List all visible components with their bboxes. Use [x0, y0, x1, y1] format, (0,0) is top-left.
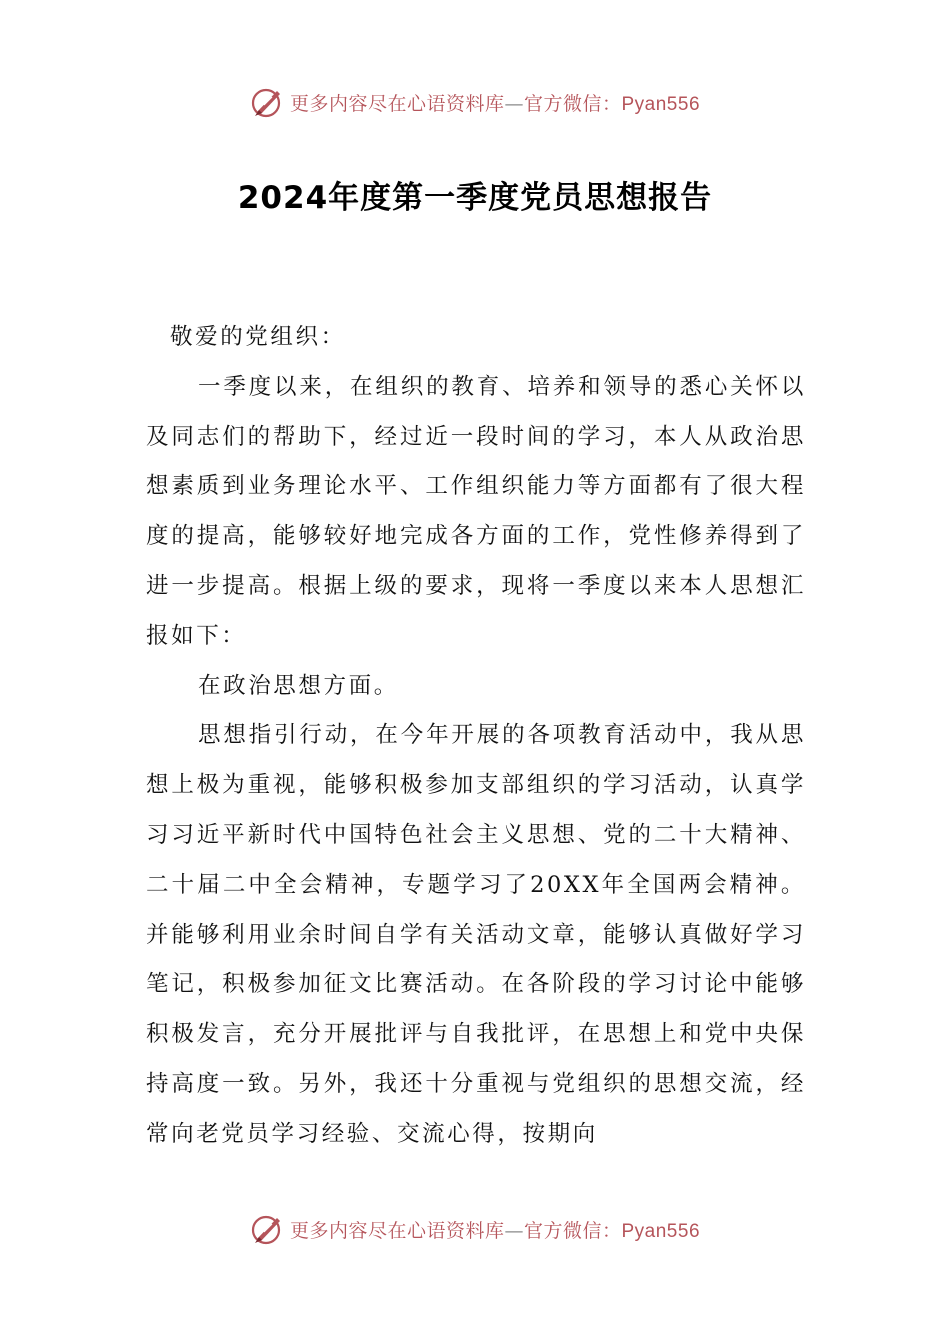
quill-pen-logo-icon — [250, 85, 284, 119]
salutation: 敬爱的党组织： — [170, 324, 346, 350]
paragraph-1: 一季度以来，在组织的教育、培养和领导的悉心关怀以及同志们的帮助下，经过近一段时间的学习，本人从政治思想素质到业务理论水平、工作组织能力等方面都有了很大程度的提高，能够较好地完成各方面的工作，党性修养得到了进一步提高。根据上级的要求，现将一季度以来本人思想汇报如下： — [146, 373, 806, 649]
document-body — [146, 313, 806, 1160]
banner-text — [290, 89, 700, 116]
banner-text-wechat: 官方微信： — [523, 1219, 622, 1242]
banner-text-main: 更多内容尽在心语资料库 — [289, 1219, 505, 1242]
header-banner — [0, 82, 950, 122]
banner-text-main: 更多内容尽在心语资料库 — [289, 92, 505, 115]
banner-wechat-id: Pyan556 — [621, 93, 701, 115]
banner-text-wechat: 官方微信： — [523, 92, 622, 115]
paragraph-2: 在政治思想方面。 — [198, 672, 399, 699]
paragraph-3: 思想指引行动，在今年开展的各项教育活动中，我从思想上极为重视，能够积极参加支部组织的学习活动，认真学习习近平新时代中国特色社会主义思想、党的二十大精神、二十届二中全会精神，专题学习了20XX年全国两会精神。并能够利用业余时间自学有关活动文章，能够认真做好学习笔记，积极参加征文比赛活动。在各阶段的学习讨论中能够积极发言，充分开展批评与自我批评，在思想上和党中央保持高度一致。另外，我还十分重视与党组织的思想交流，经常向老党员学习经验、交流心得，按期向 — [146, 722, 806, 1147]
document-title: 2024年度第一季度党员思想报告 — [237, 180, 713, 216]
footer-banner — [0, 1209, 950, 1249]
banner-text-dash: — — [504, 92, 524, 115]
banner-wechat-id: Pyan556 — [621, 1220, 701, 1242]
banner-text — [290, 1216, 700, 1243]
quill-pen-logo-icon — [250, 1212, 284, 1246]
banner-text-dash: — — [504, 1219, 524, 1242]
